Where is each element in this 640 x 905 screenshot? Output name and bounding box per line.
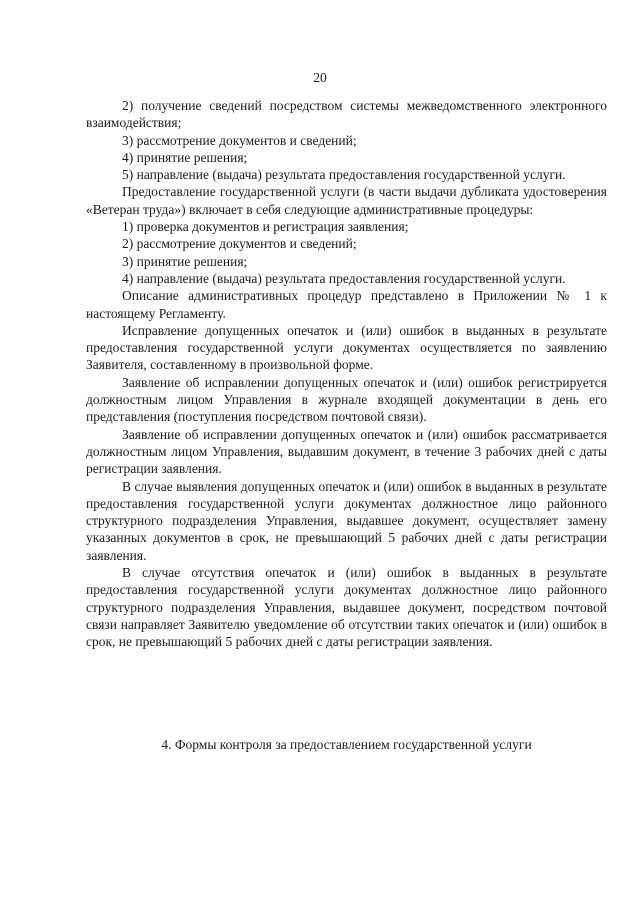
paragraph: 5) направление (выдача) результата предоставления государственной услуги.	[122, 167, 566, 183]
paragraph: 4) направление (выдача) результата предоставления государственной услуги.	[122, 270, 566, 286]
paragraph: 4) принятие решения;	[122, 149, 248, 165]
paragraph: 3) рассмотрение документов и сведений;	[122, 132, 357, 148]
paragraph: Заявление об исправлении допущенных опечаток и (или) ошибок рассматривается должностным лицом Управления, выдавшим документ, в течение 3 рабочих дней с даты регистрации заявления.	[86, 426, 607, 477]
paragraph: В случае выявления допущенных опечаток и (или) ошибок в выданных в результате предоставления государственной услуги документах должностное лицо районного структурного подразделения Управления, выдавшее документ, осуществляет замену указанных документов в срок, не превышающий 5 рабочих дней с даты регистрации заявления.	[86, 478, 607, 563]
paragraph: Заявление об исправлении допущенных опечаток и (или) ошибок регистрируется должностным лицом Управления в журнале входящей документации в день его представления (поступления посредством почтовой связи).	[86, 374, 607, 425]
paragraph: Исправление допущенных опечаток и (или) ошибок в выданных в результате предоставления государственной услуги документах осуществляется по заявлению Заявителя, составленному в произвольной форме.	[86, 322, 607, 373]
paragraph: Описание административных процедур представлено в Приложении № 1 к настоящему Регламенту.	[86, 288, 607, 321]
page-number: 20	[313, 70, 327, 85]
paragraph: 2) получение сведений посредством системы межведомственного электронного взаимодействия;	[86, 98, 607, 131]
paragraph: 3) принятие решения;	[122, 253, 248, 269]
paragraph: 1) проверка документов и регистрация заявления;	[122, 219, 409, 235]
paragraph: В случае отсутствия опечаток и (или) ошибок в выданных в результате предоставления государственной услуги документах должностное лицо районного структурного подразделения Управления, выдавшее документ, посредством почтовой связи направляет Заявителю уведомление об отсутствии таких опечаток и (или) ошибок в срок, не превышающий 5 рабочих дней с даты регистрации заявления.	[86, 565, 607, 650]
paragraph: Предоставление государственной услуги (в части выдачи дубликата удостоверения «Ветеран труда») включает в себя следующие административные процедуры:	[86, 184, 607, 217]
paragraph: 2) рассмотрение документов и сведений;	[122, 236, 357, 252]
section-heading: 4. Формы контроля за предоставлением государственной услуги	[161, 737, 532, 752]
body-text	[86, 97, 607, 651]
